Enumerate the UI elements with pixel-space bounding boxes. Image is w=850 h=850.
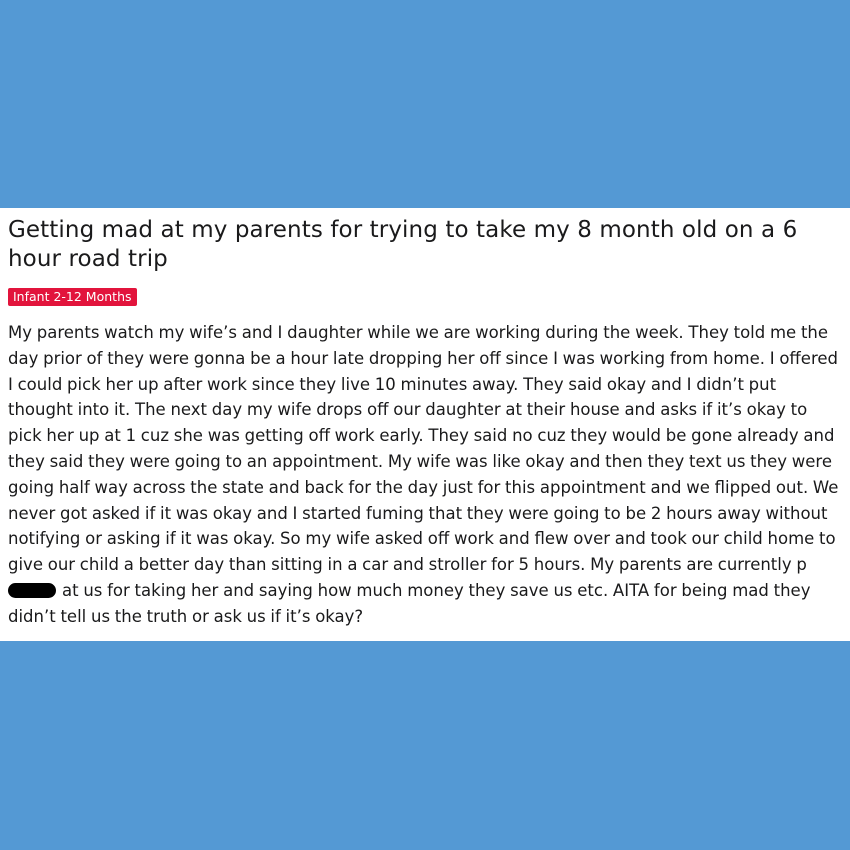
redaction-mark (8, 583, 56, 598)
post-body-text-start: My parents watch my wife’s and I daughter while we are working during the week. They told me the day prior of they were gonna be a hour late dropping her off since I was working from home. I offered I could pick her up after work since they live 10 minutes away. They said okay and I didn’t put thought into it. The next day my wife drops off our daughter at their house and asks if it’s okay to pick her up at 1 cuz she was getting off work early. They said no cuz they would be gone already and they said they were going to an appointment. My wife was like okay and then they text us they were going half way across the state and back for the day just for this appointment and we flipped out. We never got asked if it was okay and I started fuming that they were going to be 2 hours away without notifying or asking if it was okay. So my wife asked off work and flew over and took our child home to give our child a better day than sitting in a car and stroller for 5 hours. My parents are currently p (8, 323, 839, 575)
post-title[interactable]: Getting mad at my parents for trying to take my 8 month old on a 6 hour road trip (8, 217, 798, 272)
post-card (0, 208, 850, 641)
post-body-text-end: at us for taking her and saying how much money they save us etc. AITA for being mad they didn’t tell us the truth or ask us if it’s okay? (8, 580, 811, 626)
post-body (8, 320, 842, 630)
post-flair[interactable]: Infant 2-12 Months (8, 288, 137, 306)
